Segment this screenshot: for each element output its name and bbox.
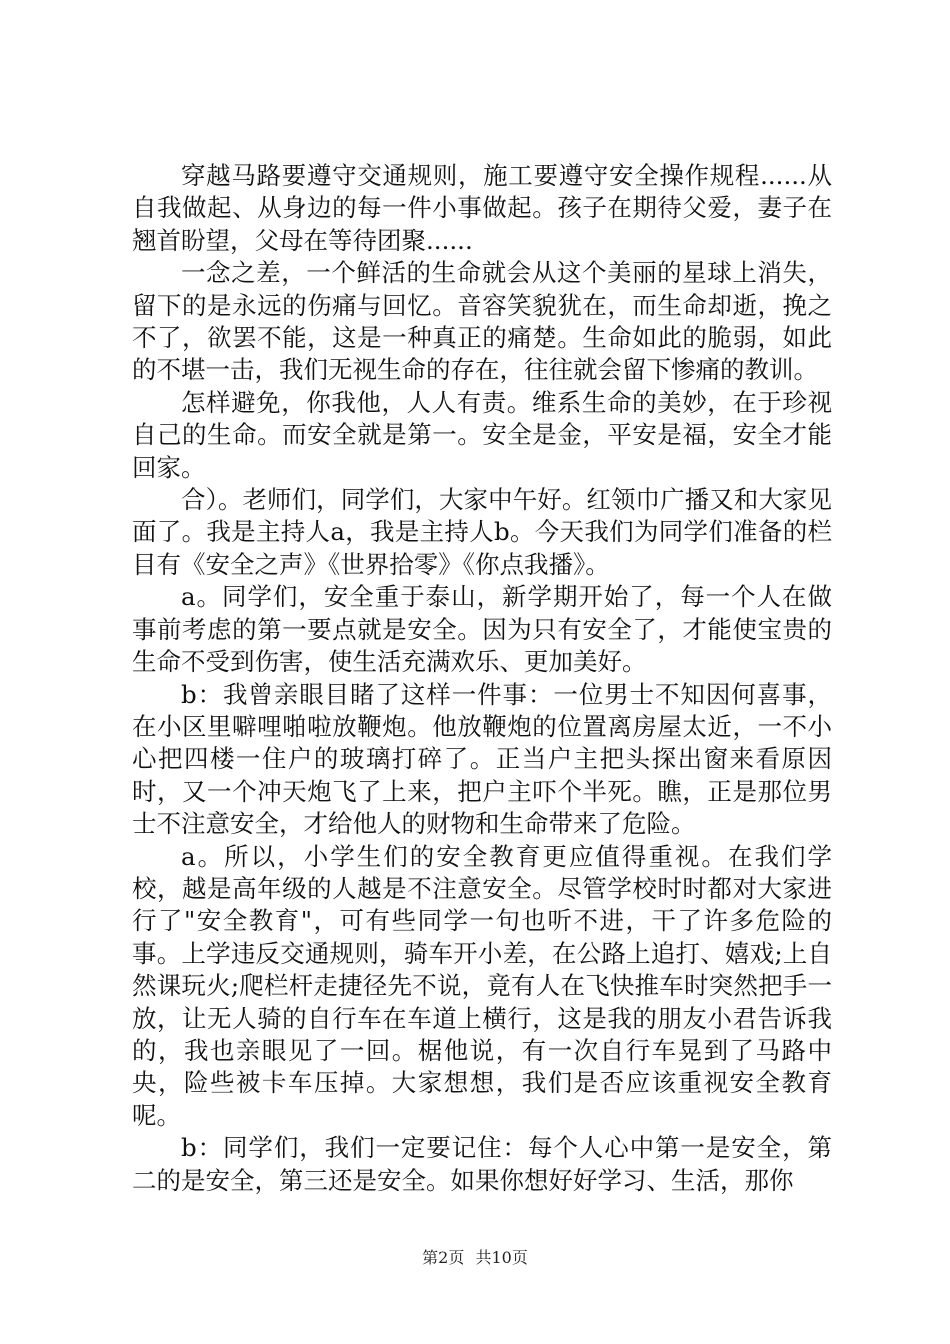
- paragraph-3: 怎样避免，你我他，人人有责。维系生命的美妙，在于珍视自己的生命。而安全就是第一。安全是金，平安是福，安全才能回家。: [132, 387, 832, 482]
- paragraph-7: a。所以，小学生们的安全教育更应值得重视。在我们学校，越是高年级的人越是不注意安全。尽管学校时时都对大家进行了"安全教育"，可有些同学一句也听不进，干了许多危险的事。上学违反交通规则，骑车开小差，在公路上追打、嬉戏;上自然课玩火;爬栏杆走捷径先不说，竟有人在飞快推车时突然把手一放，让无人骑的自行车在车道上横行，这是我的朋友小君告诉我的，我也亲眼见了一回。椐他说，有一次自行车晃到了马路中央，险些被卡车压掉。大家想想，我们是否应该重视安全教育呢。: [132, 841, 832, 1130]
- page-number: 第2页: [422, 1248, 465, 1267]
- document-body: [132, 160, 832, 1197]
- page-total: 共10页: [475, 1248, 528, 1267]
- paragraph-6: b：我曾亲眼目睹了这样一件事：一位男士不知因何喜事，在小区里噼哩啪啦放鞭炮。他放鞭炮的位置离房屋太近，一不小心把四楼一住户的玻璃打碎了。正当户主把头探出窗来看原因时，又一个冲天炮飞了上来，把户主吓个半死。瞧，正是那位男士不注意安全，才给他人的财物和生命带来了危险。: [132, 679, 832, 839]
- paragraph-5: a。同学们，安全重于泰山，新学期开始了，每一个人在做事前考虑的第一要点就是安全。因为只有安全了，才能使宝贵的生命不受到伤害，使生活充满欢乐、更加美好。: [132, 582, 832, 677]
- paragraph-2: 一念之差，一个鲜活的生命就会从这个美丽的星球上消失，留下的是永远的伤痛与回忆。音容笑貌犹在，而生命却逝，挽之不了，欲罢不能，这是一种真正的痛楚。生命如此的脆弱，如此的不堪一击，我们无视生命的存在，往往就会留下惨痛的教训。: [132, 258, 832, 385]
- paragraph-8: b：同学们，我们一定要记住：每个人心中第一是安全，第二的是安全，第三还是安全。如果你想好好学习、生活，那你: [132, 1133, 832, 1195]
- page-footer: [0, 1245, 950, 1268]
- paragraph-1: 穿越马路要遵守交通规则，施工要遵守安全操作规程......从自我做起、从身边的每一件小事做起。孩子在期待父爱，妻子在翘首盼望，父母在等待团聚......: [132, 161, 832, 255]
- paragraph-4: 合）。老师们，同学们，大家中午好。红领巾广播又和大家见面了。我是主持人a，我是主持人b。今天我们为同学们准备的栏目有《安全之声》《世界拾零》《你点我播》。: [132, 485, 832, 579]
